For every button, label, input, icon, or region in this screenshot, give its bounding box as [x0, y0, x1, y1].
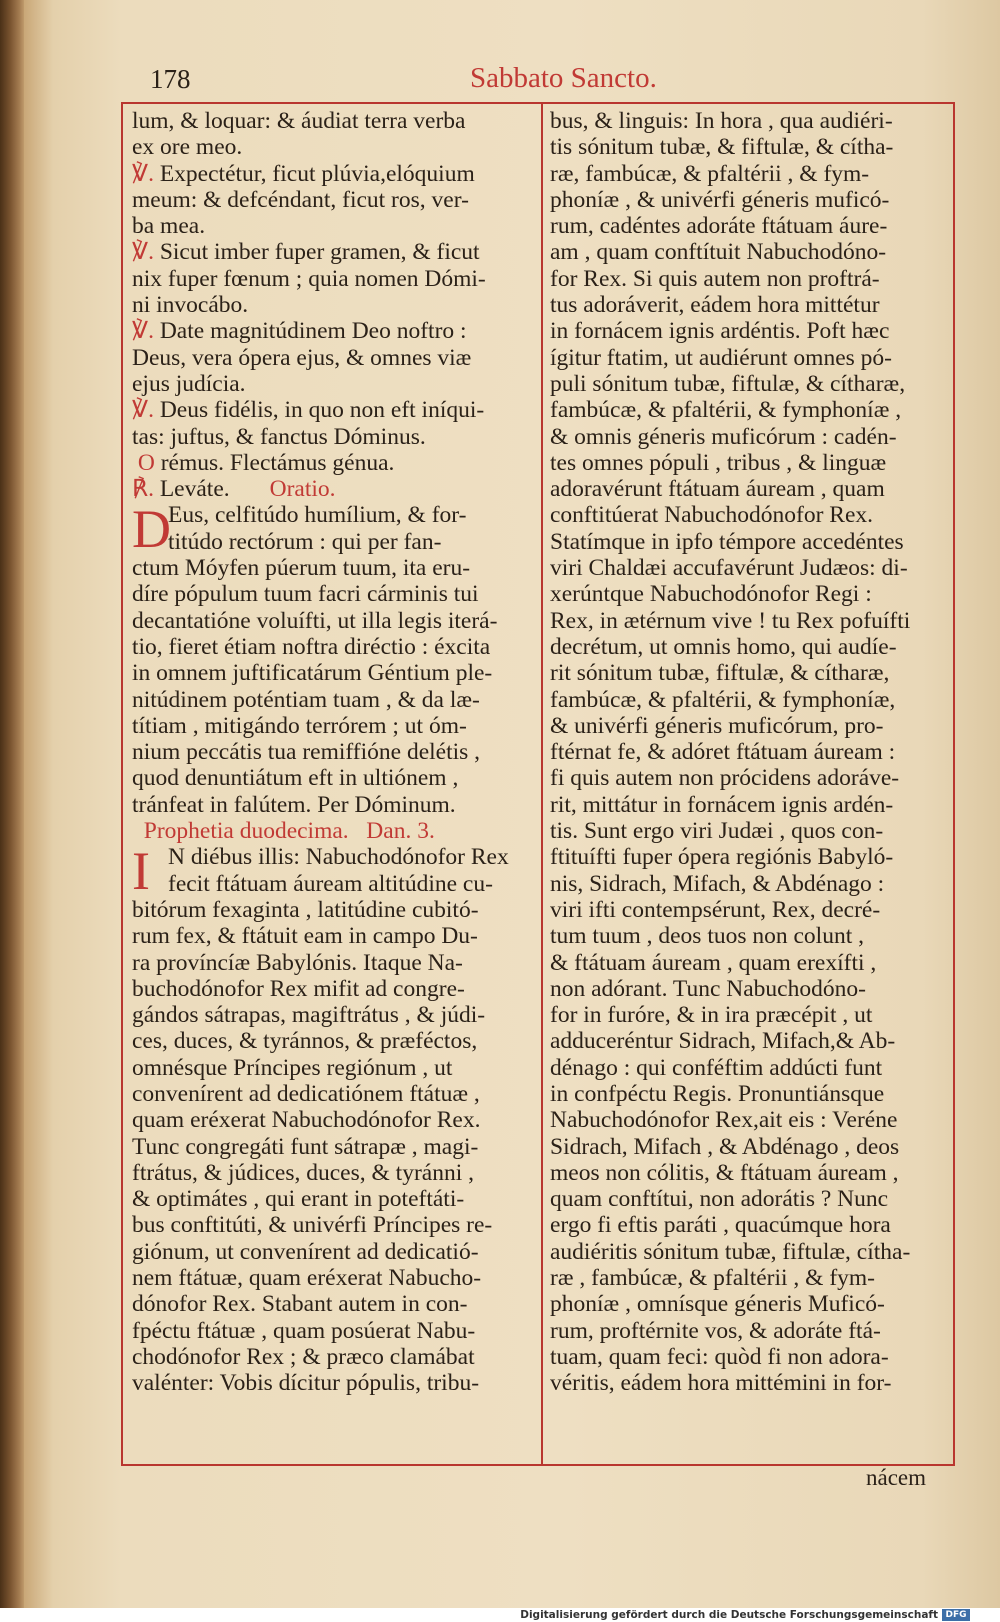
versicle-line: ℣. Deus fidélis, in quo non eft iníqui- [132, 397, 485, 424]
text-line: am , quam conftítuit Nabuchodóno- [550, 239, 887, 266]
text-line: adoravérunt ftátuam áuream , quam [550, 476, 885, 503]
text-line: ra províncíæ Babylónis. Itaque Na- [132, 949, 463, 976]
text-line: rit, mittátur in fornácem ignis ardén- [550, 791, 894, 818]
versicle-line: ℣. Sicut imber fuper gramen, & ficut [132, 239, 480, 266]
text-line: fambúcæ, & pfaltérii, & fymphoníæ , [550, 397, 902, 424]
text-line: giónum, ut convenírent ad dedicatió- [132, 1238, 479, 1265]
text-line: titúdo rectórum : qui per fan- [168, 528, 442, 555]
response-mark: ℟. [132, 476, 154, 503]
text-line: fi quis autem non prócidens adoráve- [550, 765, 900, 792]
text-line: ces, duces, & tyránnos, & præféctos, [132, 1028, 478, 1055]
rubric-frame-bottom [121, 1464, 955, 1466]
text-line: ni invocábo. [132, 292, 249, 319]
page-number: 178 [150, 64, 191, 94]
text-line: viri ifti contempsérunt, Rex, decré- [550, 896, 881, 923]
text-line: fecit ftátuam áuream altitúdine cu- [168, 870, 493, 897]
versicle-mark: ℣. [132, 397, 154, 424]
oremus-line: O rémus. Flectámus génua. [137, 449, 395, 476]
text-line: nem ftátuæ, quam eréxerat Nabucho- [132, 1265, 482, 1292]
text-line: nitúdinem poténtiam tuam , & da læ- [132, 686, 480, 713]
rubric-frame-left [121, 102, 123, 1466]
text-line: chodónofor Rex ; & præco clamábat [132, 1343, 475, 1370]
text-line: ergo fi eftis paráti , quacúmque hora [550, 1212, 891, 1239]
text-line: Rex, in ætérnum vive ! tu Rex pofuífti [550, 607, 911, 634]
oratio-heading: Oratio. [269, 476, 336, 503]
text-line: xerúntque Nabuchodónofor Regi : [550, 581, 872, 608]
right-column [550, 108, 948, 1397]
text-line: ejus judícia. [132, 370, 246, 397]
text-line: ctum Móyfen púerum tuum, ita eru- [132, 555, 471, 582]
prayer-first-line: D Eus, celfitúdo humílium, & for- [132, 499, 467, 560]
text-line: dónofor Rex. Stabant autem in con- [132, 1291, 468, 1318]
text-line: tis sónitum tubæ, & fiftulæ, & cítha- [550, 134, 894, 161]
text-line: ex ore meo. [132, 134, 243, 161]
text-line: quam eréxerat Nabuchodónofor Rex. [132, 1107, 481, 1134]
text-line: adduceréntur Sidrach, Mifach,& Ab- [550, 1028, 896, 1055]
text-line: in omnem juftificatárum Géntium ple- [132, 660, 493, 687]
reading-first-line: I N diébus illis: Nabuchodónofor Rex [132, 841, 509, 902]
text-line: títiam , mitigándo terrórem ; ut óm- [132, 712, 467, 739]
funding-credit: Digitalisierung gefördert durch die Deutsche Forschungsgemeinschaft [520, 1609, 938, 1621]
prophecy-heading [132, 818, 534, 844]
text-line: gándos sátrapas, magiftrátus , & júdi- [132, 1002, 486, 1029]
text-line: Tunc congregáti funt sátrapæ , magi- [132, 1133, 479, 1160]
text-line: phoníæ , & univérfi géneris muficó- [550, 186, 890, 213]
text-line: bus conftitúti, & univérfi Príncipes re- [132, 1212, 493, 1239]
text-line: tus adoráverit, eádem hora mittétur [550, 292, 880, 319]
text-line: lum, & loquar: & áudiat terra verba [132, 108, 466, 134]
text-line: valénter: Vobis dícitur pópulis, tribu- [132, 1370, 480, 1397]
text-line: decrétum, ut omnis homo, qui audíe- [550, 633, 897, 660]
text-line: non adórant. Tunc Nabuchodóno- [550, 975, 866, 1002]
running-title: Sabbato Sancto. [470, 62, 657, 94]
text-line: ftérnat fe, & adóret ftátuam áuream : [550, 739, 896, 766]
book-spine [0, 0, 26, 1610]
drop-cap-d: D [132, 499, 171, 560]
text-line: Statímque in ipfo témpore accedéntes [550, 528, 904, 555]
text-line: decantatióne voluífti, ut illa legis iterá- [132, 607, 498, 634]
text-line: quod denuntiátum eft in ultiónem , [132, 765, 459, 792]
rubric-initial: O [137, 449, 155, 476]
text-line: nis, Sidrach, Mifach, & Abdénago : [550, 870, 885, 897]
text-line: rum fex, & ftátuit eam in campo Du- [132, 923, 478, 950]
text-line: ba mea. [132, 213, 206, 240]
text-line: in fornácem ignis ardéntis. Poft hæc [550, 318, 890, 345]
text-line: bitórum fexaginta , latitúdine cubitó- [132, 896, 479, 923]
text-line: quam conftítui, non adorátis ? Nunc [550, 1186, 889, 1213]
text-line: puli sónitum tubæ, fiftulæ, & cítharæ, [550, 370, 906, 397]
text-line: díre pópulum tuum facri cárminis tui [132, 581, 479, 608]
versicle-line: ℣. Expectétur, ficut plúvia,elóquium [132, 160, 475, 187]
text-line: meum: & defcéndant, ficut ros, ver- [132, 186, 469, 213]
text-line: tas: juftus, & fanctus Dóminus. [132, 423, 426, 450]
text-line: & univérfi géneris muficórum, pro- [550, 712, 884, 739]
text-line: dénago : qui conféftim addúcti funt [550, 1054, 883, 1081]
digitization-footer [0, 1608, 1000, 1622]
text-line: audiéritis sónitum tubæ, fiftulæ, cítha- [550, 1238, 911, 1265]
text-line: nium peccátis tua remiffióne delétis , [132, 739, 481, 766]
text-line: meos non cólitis, & ftátuam áuream , [550, 1159, 899, 1186]
text-line: fambúcæ, & pfaltérii, & fymphoníæ, [550, 686, 896, 713]
text-line: Sidrach, Mifach , & Abdénago , deos [550, 1133, 900, 1160]
versicle-mark: ℣. [132, 318, 154, 345]
text-line: tuam, quam feci: quòd fi non adora- [550, 1343, 889, 1370]
text-line: tes omnes pópuli , tribus , & linguæ [550, 449, 887, 476]
dfg-logo: DFG [942, 1609, 970, 1621]
rubric-frame-top [121, 102, 955, 104]
text-line: phoníæ , omnísque géneris Muficó- [550, 1291, 885, 1318]
left-column [132, 108, 534, 1397]
text-line: for in furóre, & in ira præcépit , ut [550, 1002, 873, 1029]
versicle-mark: ℣. [132, 239, 154, 266]
text-line: ígitur ftatim, ut audiérunt omnes pó- [550, 344, 892, 371]
versicle-mark: ℣. [132, 160, 154, 187]
text-line: in confpéctu Regis. Pronuntiánsque [550, 1080, 885, 1107]
text-line: véritis, eádem hora mittémini in for- [550, 1370, 892, 1397]
text-line: tum tuum , deos tuos non colunt , [550, 923, 864, 950]
text-line: ftituífti fuper ópera regiónis Babyló- [550, 844, 894, 871]
text-line: rum, proftérnite vos, & adoráte ftá- [550, 1317, 881, 1344]
text-line: omnésque Príncipes regiónum , ut [132, 1054, 453, 1081]
text-line: & omnis géneris muficórum : cadén- [550, 423, 897, 450]
text-line: fpéctu ftátuæ , quam posúerat Nabu- [132, 1317, 476, 1344]
text-line: ræ , fambúcæ, & pfaltérii , & fym- [550, 1265, 876, 1292]
rubric-frame-divider [541, 102, 543, 1466]
prophecy-title: Prophetia duodecima. [143, 818, 349, 845]
text-line: buchodónofor Rex mifit ad congre- [132, 975, 465, 1002]
text-line: for Rex. Si quis autem non proftrá- [550, 265, 880, 292]
text-line: Nabuchodónofor Rex,ait eis : Veréne [550, 1107, 898, 1134]
text-line: & ftátuam áuream , quam erexífti , [550, 949, 877, 976]
text-line: ræ, fambúcæ, & pfaltérii , & fym- [550, 160, 870, 187]
response-line: ℟. Leváte. Oratio. [132, 476, 336, 503]
text-line: conftitúerat Nabuchodónofor Rex. [550, 502, 874, 529]
text-line: tránfeat in falútem. Per Dóminum. [132, 791, 456, 818]
text-line: tis. Sunt ergo viri Judæi , quos con- [550, 818, 884, 845]
text-line: Deus, vera ópera ejus, & omnes viæ [132, 344, 472, 371]
text-line: rum, cadéntes adoráte ftátuam áure- [550, 213, 888, 240]
versicle-line: ℣. Date magnitúdinem Deo noftro : [132, 318, 467, 345]
drop-cap-i: I [132, 841, 150, 902]
text-line: convenírent ad dedicatiónem ftátuæ , [132, 1080, 480, 1107]
text-line: rit sónitum tubæ, fiftulæ, & cítharæ, [550, 660, 890, 687]
text-line: nix fuper fœnum ; quia nomen Dómi- [132, 265, 486, 292]
text-line: tio, fieret étiam noftra diréctio : éxcita [132, 633, 491, 660]
scripture-reference: Dan. 3. [366, 818, 435, 845]
text-line: & optimátes , qui erant in poteftáti- [132, 1186, 465, 1213]
rubric-frame-right [953, 102, 955, 1466]
text-line: viri Chaldæi accufavérunt Judæos: di- [550, 555, 908, 582]
catchword: nácem [866, 1465, 927, 1490]
text-line: ftrátus, & júdices, duces, & tyránni , [132, 1159, 474, 1186]
text-line: bus, & linguis: In hora , qua audiéri- [550, 108, 893, 134]
